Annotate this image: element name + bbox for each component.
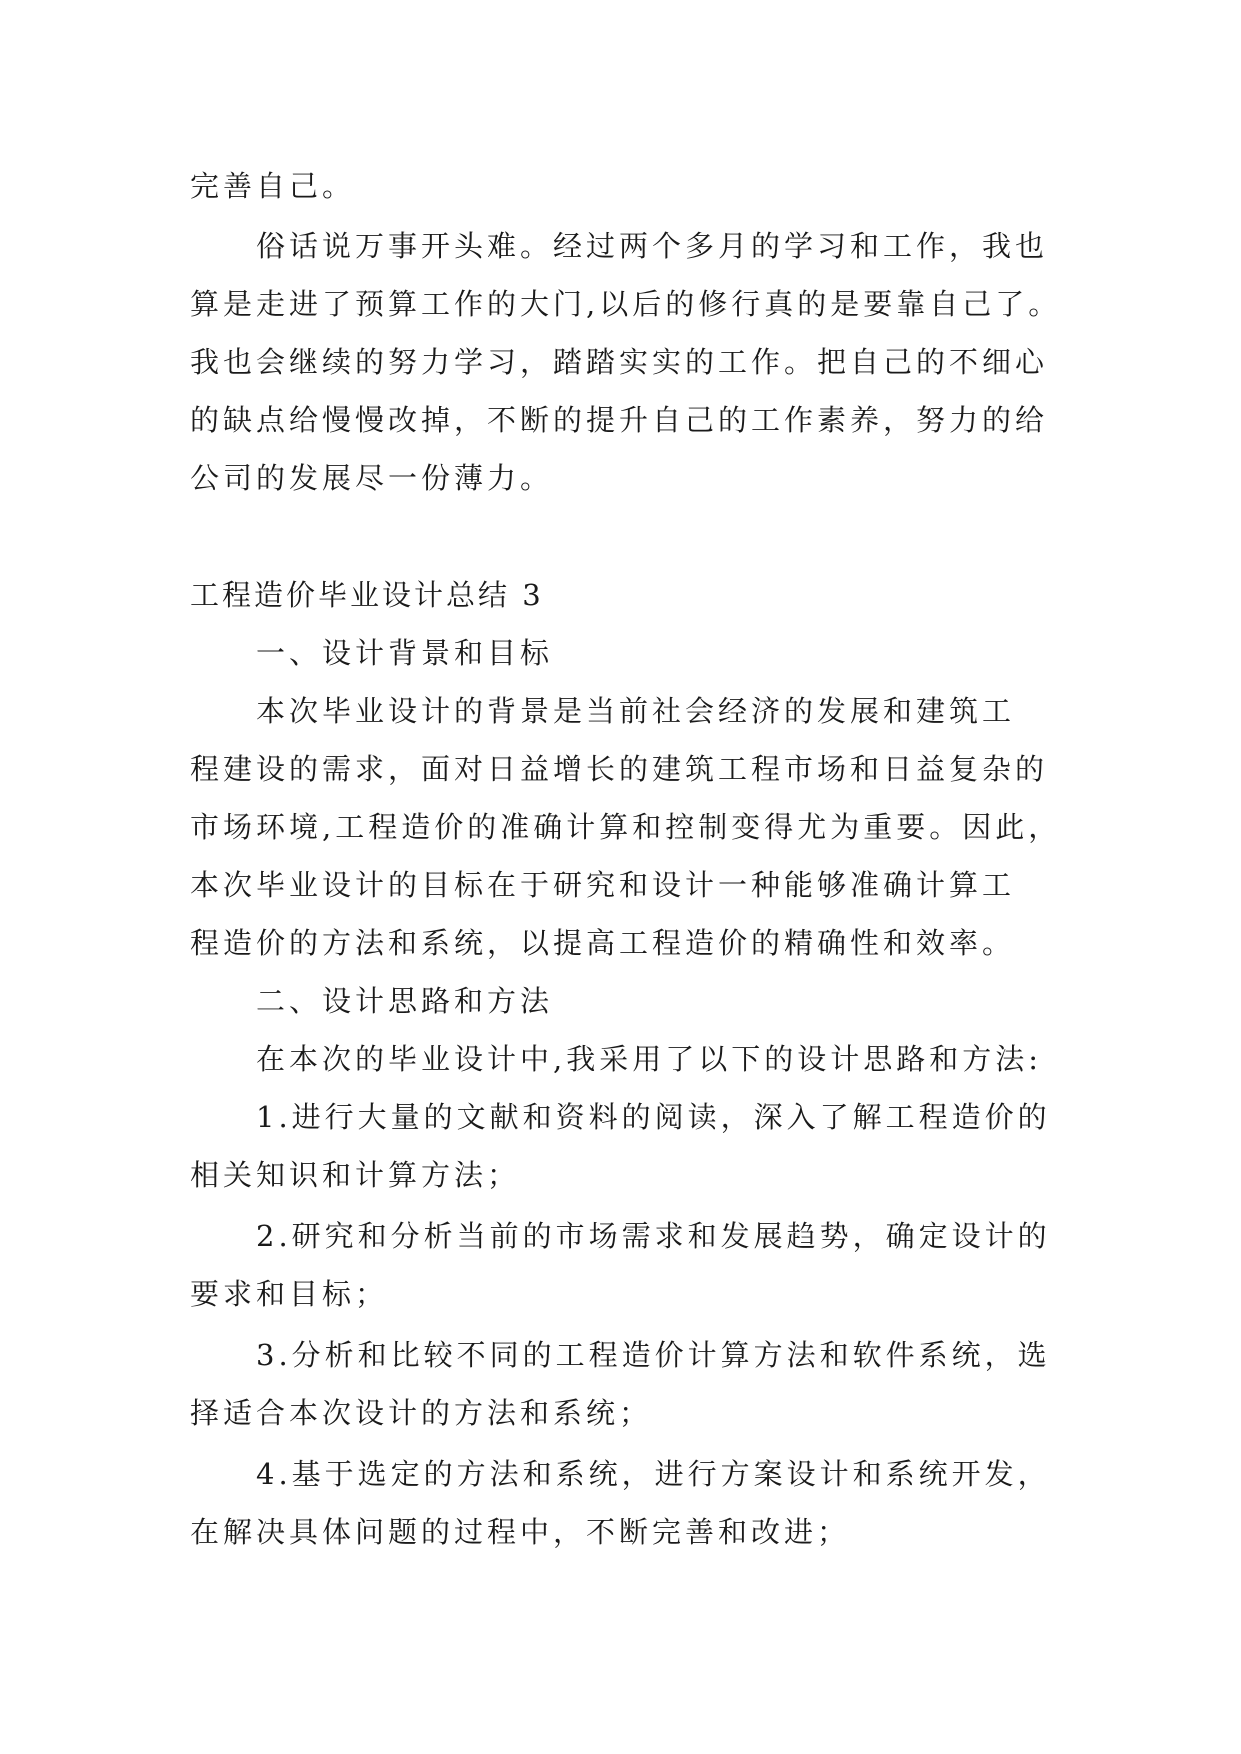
paragraph-line: 在本次的毕业设计中,我采用了以下的设计思路和方法: [256, 1042, 1042, 1076]
section-heading: 工程造价毕业设计总结 3 [190, 578, 544, 612]
list-item-line: 1.进行大量的文献和资料的阅读，深入了解工程造价的 [256, 1100, 1051, 1134]
list-item-line: 2.研究和分析当前的市场需求和发展趋势，确定设计的 [256, 1219, 1051, 1253]
text-line: 程建设的需求，面对日益增长的建筑工程市场和日益复杂的 [190, 752, 1049, 786]
subheading: 一、设计背景和目标 [256, 636, 554, 670]
subheading: 二、设计思路和方法 [256, 984, 554, 1018]
text-line: 程造价的方法和系统，以提高工程造价的精确性和效率。 [190, 926, 1016, 960]
text-line: 公司的发展尽一份薄力。 [190, 461, 554, 495]
list-item-line: 4.基于选定的方法和系统，进行方案设计和系统开发， [256, 1457, 1051, 1491]
paragraph-line: 本次毕业设计的背景是当前社会经济的发展和建筑工 [256, 694, 1016, 728]
list-item-line: 3.分析和比较不同的工程造价计算方法和软件系统，选 [256, 1338, 1051, 1372]
paragraph-line: 俗话说万事开头难。经过两个多月的学习和工作，我也 [256, 229, 1049, 263]
text-line: 择适合本次设计的方法和系统； [190, 1396, 653, 1430]
text-line: 相关知识和计算方法； [190, 1158, 521, 1192]
text-line: 完善自己。 [190, 169, 356, 203]
text-line: 的缺点给慢慢改掉，不断的提升自己的工作素养，努力的给 [190, 403, 1049, 437]
text-line: 市场环境,工程造价的准确计算和控制变得尤为重要。因此， [190, 810, 1062, 844]
text-line: 算是走进了预算工作的大门,以后的修行真的是要靠自己了。 [190, 287, 1062, 321]
text-line: 要求和目标； [190, 1277, 389, 1311]
text-line: 本次毕业设计的目标在于研究和设计一种能够准确计算工 [190, 868, 1016, 902]
text-line: 我也会继续的努力学习，踏踏实实的工作。把自己的不细心 [190, 345, 1049, 379]
text-line: 在解决具体问题的过程中，不断完善和改进； [190, 1515, 851, 1549]
